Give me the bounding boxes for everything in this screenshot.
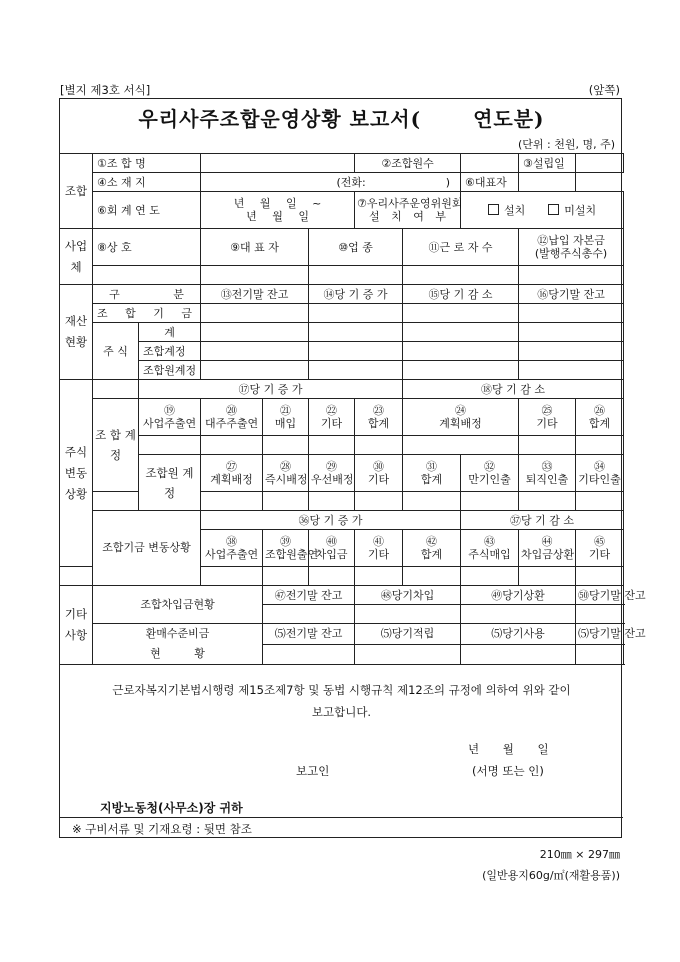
reserve-col: ⑸당기사용 [461,624,576,645]
member-item: ㉗ 계획배정 [201,455,263,492]
industry-field[interactable] [309,266,403,285]
not-installed-checkbox[interactable]: 미설치 [548,204,596,217]
cell[interactable] [519,323,624,342]
reserve-col: ⑸당기적립 [355,624,461,645]
cell[interactable] [519,342,624,361]
reporter-label: 보고인 [296,764,330,778]
union-item: ㉔ 계획배정 [403,399,519,436]
stock-inc-header: ⑰당 기 증 가 [139,380,403,399]
union-name-field[interactable] [201,154,355,173]
addressee: 지방노동청(사무소)장 귀하 [100,801,243,815]
loan-col: ㊾당기상환 [461,586,576,605]
representative-label: ⑥대표자 [461,173,519,192]
cell[interactable] [576,436,624,455]
cell[interactable] [201,492,263,511]
cell[interactable] [519,361,624,380]
divider [60,817,623,818]
union-item: ㉖ 합계 [576,399,624,436]
cell[interactable] [201,436,263,455]
cell[interactable] [309,323,403,342]
cell[interactable] [201,323,309,342]
cell[interactable] [355,436,403,455]
fund-item: ㊳ 사업주출연 [201,530,263,567]
loan-col: ㊽당기차입 [355,586,461,605]
cell[interactable] [461,492,519,511]
cell[interactable] [309,436,355,455]
fund-item: ㊸ 주식매입 [461,530,519,567]
assets-dec-header: ⑮당 기 감 소 [403,285,519,304]
cell[interactable] [309,304,403,323]
form-number: [별지 제3호 서식] [60,83,151,97]
cell[interactable] [201,304,309,323]
cell[interactable] [403,361,519,380]
installed-checkbox[interactable]: 설치 [488,204,525,217]
industry-label: ⑩업 종 [309,229,403,266]
cell[interactable] [263,492,309,511]
fund-item: ㊵ 차입금 [309,530,355,567]
member-account-label: 조합원계정 [139,361,201,380]
address-field[interactable]: (전화: ) [201,173,461,192]
cell[interactable] [355,492,403,511]
union-item: ⑲ 사업주출연 [139,399,201,436]
cell[interactable] [576,644,624,665]
union-account-label: 조합계정 [139,342,201,361]
representative-field[interactable] [519,173,576,192]
cell[interactable] [403,436,519,455]
fund-dec-header: ㊲당 기 감 소 [461,511,624,530]
cell[interactable] [519,492,576,511]
capital-field[interactable] [519,266,624,285]
member-item: ㉝ 퇴직인출 [519,455,576,492]
fund-item: ㊶ 기타 [355,530,403,567]
cell[interactable] [403,304,519,323]
member-count-field[interactable] [461,154,519,173]
report-table [59,153,646,665]
stock-label: 주 식 [93,323,139,380]
fund-item: ㊷ 합계 [403,530,461,567]
footnote: ※ 구비서류 및 기재요령 : 뒷면 참조 [72,822,252,836]
cell[interactable] [309,567,355,586]
cell[interactable] [60,567,93,586]
address-label: ④소 재 지 [93,173,201,192]
cell[interactable] [355,644,461,665]
member-item: ㉞ 기타인출 [576,455,624,492]
cell[interactable] [93,492,139,511]
form-title: 우리사주조합운영상황 보고서( 연도분) [138,107,545,131]
assets-begin-header: ⑬전기말 잔고 [201,285,309,304]
cell[interactable] [201,567,263,586]
cell[interactable] [403,342,519,361]
union-item: ㉓ 합계 [355,399,403,436]
reserve-col: ⑸당기말 잔고 [576,624,624,645]
workers-field[interactable] [403,266,519,285]
cell[interactable] [461,605,576,624]
cell[interactable] [461,567,519,586]
member-item: ㉚ 기타 [355,455,403,492]
loan-col: ㊼전기말 잔고 [263,586,355,605]
cell[interactable] [403,323,519,342]
cell[interactable] [355,605,461,624]
committee-label: ⑦우리사주운영위원회 설 치 여 부 [355,192,461,229]
declaration: 근로자복지기본법시행령 제15조제7항 및 동법 시행규칙 제12조의 규정에 의하여 위와 같이 보고합니다. [112,683,571,719]
cell[interactable] [263,436,309,455]
union-account-row-label: 조 합 계 정 [93,399,139,492]
assets-inc-header: ⑭당 기 증 가 [309,285,403,304]
cell[interactable] [201,361,309,380]
stock-dec-header: ⑱당 기 감 소 [403,380,624,399]
capital-label: ⑫납입 자본금 (발행주식총수) [519,229,624,266]
cell[interactable] [309,361,403,380]
cell[interactable] [201,342,309,361]
report-form [59,98,646,838]
union-name-label: ①조 합 명 [93,154,201,173]
established-label: ③설립일 [519,154,576,173]
member-item: ㉜ 만기인출 [461,455,519,492]
paper-size: 210㎜ × 297㎜ [539,848,620,861]
paper-type: (일반용지60g/㎡(재활용품)) [482,869,620,882]
cell[interactable] [139,436,201,455]
cell[interactable] [576,567,624,586]
union-item: ⑳ 대주주출연 [201,399,263,436]
union-fund-label: 조 합 기 금 [93,304,201,323]
company-name-label: ⑧상 호 [93,229,201,266]
cell[interactable] [519,567,576,586]
company-section-label: 사업체 [60,229,93,285]
ceo-field[interactable] [201,266,309,285]
cell[interactable] [263,644,355,665]
committee-choice [461,192,624,229]
member-item: ㉛ 합계 [403,455,461,492]
fund-inc-header: ㊱당 기 증 가 [201,511,461,530]
blank-cell [93,380,139,399]
assets-end-header: ⑯당기말 잔고 [519,285,624,304]
member-account-row-label: 조합원 계 정 [139,455,201,511]
reserve-col: ⑸전기말 잔고 [263,624,355,645]
cell[interactable] [576,605,624,624]
fund-item: ㊴ 조합원출연 [263,530,309,567]
cell[interactable] [403,492,461,511]
loan-col: ㊿당기말 잔고 [576,586,624,605]
cell[interactable] [263,605,355,624]
union-item: ㉑ 매입 [263,399,309,436]
union-item: ㉕ 기타 [519,399,576,436]
established-field[interactable] [576,154,624,173]
stock-total-label: 계 [139,323,201,342]
member-item: ㉘ 즉시배정 [263,455,309,492]
union-section-label: 조합 [60,154,93,229]
fund-change-section-label: 조합기금 변동상황 [93,511,201,586]
cell[interactable] [263,567,309,586]
fund-item: ㊹ 차입금상환 [519,530,576,567]
other-section-label: 기타사항 [60,586,93,665]
cell[interactable] [309,492,355,511]
stock-change-section-label: 주식변동상황 [60,380,93,567]
cell[interactable] [519,436,576,455]
cell[interactable] [403,567,461,586]
unit-note: (단위 : 천원, 명, 주) [517,138,615,151]
report-date[interactable]: 년 월 일 [468,742,549,756]
cell[interactable] [576,492,624,511]
workers-label: ⑪근 로 자 수 [403,229,519,266]
member-item: ㉙ 우선배정 [309,455,355,492]
loan-status-label: 조합차입금현황 [93,586,263,624]
page-side: (앞쪽) [588,83,620,97]
cell[interactable] [355,567,403,586]
fiscal-year-label: ⑥회 계 연 도 [93,192,201,229]
assets-category-header: 구 분 [93,285,201,304]
signature-field[interactable]: (서명 또는 인) [472,764,544,778]
ceo-label: ⑨대 표 자 [201,229,309,266]
cell[interactable] [519,304,624,323]
company-name-field[interactable] [93,266,201,285]
reserve-status-label: 환매수준비금 현 황 [93,624,263,665]
cell[interactable] [309,342,403,361]
assets-section-label: 재산현황 [60,285,93,380]
cell[interactable] [461,644,576,665]
member-count-label: ②조합원수 [355,154,461,173]
union-item: ㉒ 기타 [309,399,355,436]
fiscal-year-field[interactable]: 년 월 일 ~ 년 월 일 [201,192,355,229]
fund-item: ㊺ 기타 [576,530,624,567]
